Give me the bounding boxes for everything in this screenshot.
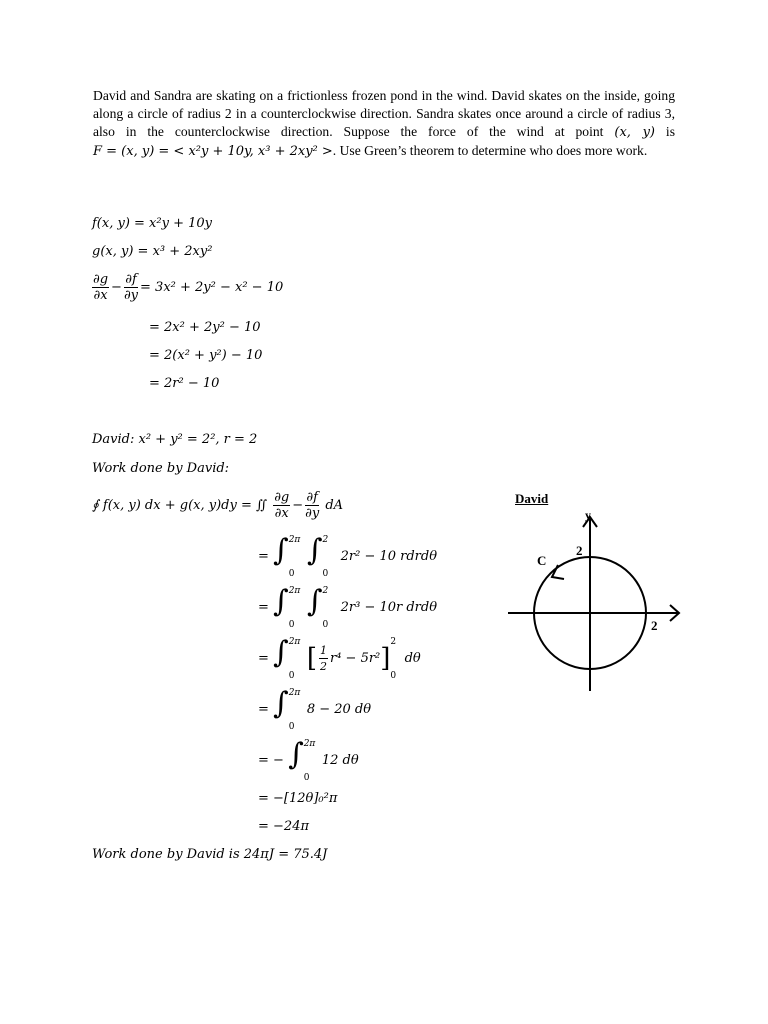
problem-tail: . Use Green’s theorem to determine who does more work. <box>332 143 648 158</box>
david-circle-eq: David: x² + y² = 2², r = 2 <box>92 432 258 447</box>
david-work-label: Work done by David: <box>92 461 230 476</box>
curl-expression: $\frac{\partial g}{\partial x}$ − $\frac{\partial f}{\partial y}$ = 3x² + 2y² − x² − 10 <box>93 272 284 303</box>
diagram-title: David <box>515 491 549 506</box>
y-tick-label: 2 <box>576 543 583 558</box>
curve-label: C <box>537 553 547 568</box>
step-6: = −[12θ]₀²π <box>258 791 338 806</box>
problem-text: David and Sandra are skating on a frictionless frozen pond in the wind. David skates on the inside, going along a circle of radius 2 in a counterclockwise direction. Sandra skates once around a circle of radius 3, also in the counterclockwise direction. Suppose the force of the wind at point <box>93 88 675 139</box>
def-g: g(x, y) = x³ + 2xy² <box>92 244 213 259</box>
step-4: = ∫ 2π 0 8 − 20 dθ <box>258 686 372 732</box>
problem-is: is <box>655 124 675 139</box>
counterclockwise-arrow-icon <box>552 565 564 579</box>
step-3: = ∫ 2π 0 [ $\frac{1}{2}$ r⁴ − 5r²] 2 0 dθ <box>258 635 421 681</box>
david-circle-diagram <box>500 505 690 700</box>
step-5: = − ∫ 2π 0 12 dθ <box>258 737 359 783</box>
curl-rhs2: = 2x² + 2y² − 10 <box>149 320 261 335</box>
step-1: = ∫ 2π 0 ∫ 2 0 2r² − 10 rdrdθ <box>258 533 438 579</box>
y-axis-label: y <box>585 508 591 522</box>
curl-rhs4: = 2r² − 10 <box>149 376 220 391</box>
x-tick-label: 2 <box>651 618 658 633</box>
step-7: = −24π <box>258 819 310 834</box>
curl-rhs3: = 2(x² + y²) − 10 <box>149 348 263 363</box>
problem-statement <box>93 87 675 161</box>
curl-rhs1: = 3x² + 2y² − x² − 10 <box>140 280 284 295</box>
problem-point: (x, y) <box>614 125 655 140</box>
frac-df-dy: $\frac{\partial f}{\partial y}$ <box>123 272 139 303</box>
problem-force: F = (x, y) = < x²y + 10y, x³ + 2xy² > <box>93 144 333 159</box>
frac-dg-dx: $\frac{\partial g}{\partial x}$ <box>93 272 109 303</box>
def-f: f(x, y) = x²y + 10y <box>92 216 212 231</box>
green-lhs: ∮ f(x, y) dx + g(x, y)dy = ∬ $\frac{\partial g}{\partial x}$ − $\frac{\partial f}{\partial y}$ dA <box>92 490 344 521</box>
david-conclusion: Work done by David is 24πJ = 75.4J <box>92 847 328 862</box>
step-2: = ∫ 2π 0 ∫ 2 0 2r³ − 10r drdθ <box>258 584 438 630</box>
